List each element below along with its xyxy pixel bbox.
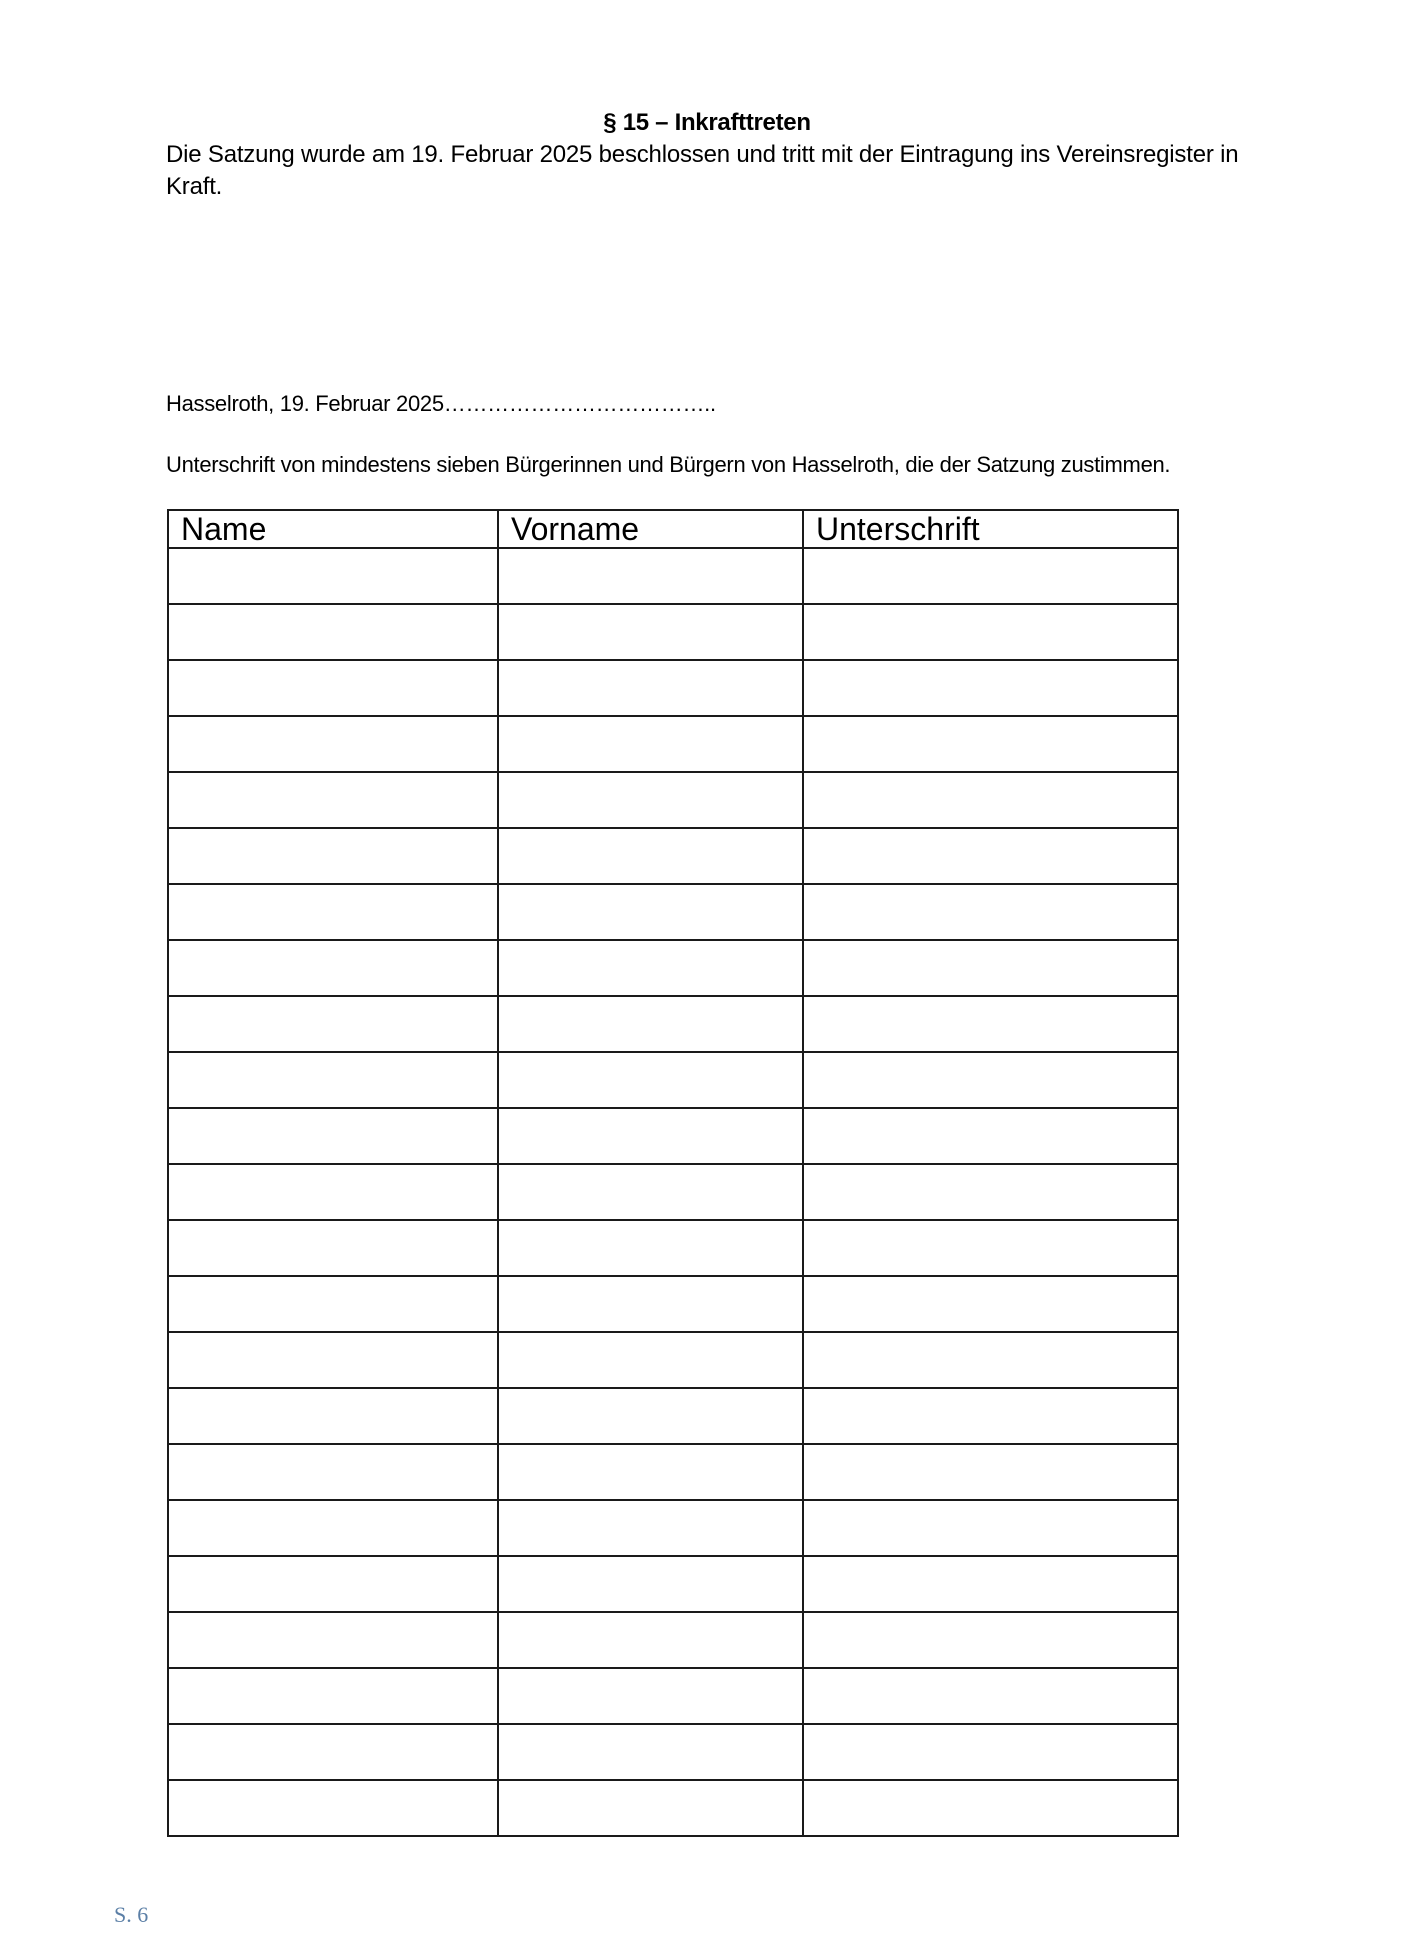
table-row [168,1164,1178,1220]
name-cell [168,828,498,884]
name-cell [168,660,498,716]
vorname-cell [498,1612,803,1668]
unterschrift-cell [803,940,1178,996]
table-row [168,1220,1178,1276]
vorname-cell [498,1220,803,1276]
table-row [168,1612,1178,1668]
name-cell [168,1164,498,1220]
table-row [168,1724,1178,1780]
section-heading: § 15 – Inkrafttreten [603,109,811,136]
table-row [168,1500,1178,1556]
column-header-vorname: Vorname [498,510,803,548]
table-row [168,828,1178,884]
vorname-cell [498,1444,803,1500]
table-row [168,996,1178,1052]
table-row [168,716,1178,772]
name-cell [168,996,498,1052]
vorname-cell [498,1108,803,1164]
name-cell [168,884,498,940]
unterschrift-cell [803,1500,1178,1556]
vorname-cell [498,660,803,716]
unterschrift-cell [803,1556,1178,1612]
vorname-cell [498,884,803,940]
unterschrift-cell [803,1220,1178,1276]
table-row [168,1668,1178,1724]
name-cell [168,1332,498,1388]
table-row [168,660,1178,716]
unterschrift-cell [803,604,1178,660]
vorname-cell [498,1668,803,1724]
vorname-cell [498,1780,803,1836]
vorname-cell [498,1164,803,1220]
table-row [168,548,1178,604]
vorname-cell [498,996,803,1052]
vorname-cell [498,1500,803,1556]
column-header-unterschrift: Unterschrift [803,510,1178,548]
table-row [168,1332,1178,1388]
table-row [168,940,1178,996]
name-cell [168,772,498,828]
unterschrift-cell [803,716,1178,772]
unterschrift-cell [803,884,1178,940]
unterschrift-cell [803,1052,1178,1108]
name-cell [168,604,498,660]
table-row [168,1276,1178,1332]
unterschrift-cell [803,1388,1178,1444]
name-cell [168,1220,498,1276]
name-cell [168,716,498,772]
signature-table [167,509,1179,1837]
vorname-cell [498,828,803,884]
name-cell [168,1444,498,1500]
vorname-cell [498,940,803,996]
unterschrift-cell [803,1276,1178,1332]
name-cell [168,1500,498,1556]
unterschrift-cell [803,772,1178,828]
vorname-cell [498,604,803,660]
vorname-cell [498,772,803,828]
unterschrift-cell [803,996,1178,1052]
vorname-cell [498,1724,803,1780]
unterschrift-cell [803,1668,1178,1724]
page-number: S. 6 [114,1902,149,1927]
unterschrift-cell [803,1780,1178,1836]
intro-paragraph: Die Satzung wurde am 19. Februar 2025 beschlossen und tritt mit der Eintragung ins Vereinsregister in Kraft. [166,141,1239,200]
name-cell [168,1052,498,1108]
place-date-line: Hasselroth, 19. Februar 2025……………………………….. [166,391,716,416]
unterschrift-cell [803,1164,1178,1220]
name-cell [168,1668,498,1724]
vorname-cell [498,716,803,772]
vorname-cell [498,1052,803,1108]
signature-instruction: Unterschrift von mindestens sieben Bürgerinnen und Bürgern von Hasselroth, die der Satzung zustimmen. [166,452,1171,477]
signature-table-header [168,510,1178,548]
table-row [168,1556,1178,1612]
name-cell [168,1388,498,1444]
unterschrift-cell [803,548,1178,604]
name-cell [168,1780,498,1836]
vorname-cell [498,1276,803,1332]
name-cell [168,1108,498,1164]
unterschrift-cell [803,1444,1178,1500]
unterschrift-cell [803,828,1178,884]
table-row [168,1444,1178,1500]
name-cell [168,940,498,996]
name-cell [168,548,498,604]
vorname-cell [498,1388,803,1444]
table-row [168,1052,1178,1108]
name-cell [168,1612,498,1668]
vorname-cell [498,1332,803,1388]
name-cell [168,1276,498,1332]
table-row [168,1108,1178,1164]
table-row [168,604,1178,660]
unterschrift-cell [803,1108,1178,1164]
name-cell [168,1556,498,1612]
signature-table-body [168,548,1178,1836]
table-row [168,1388,1178,1444]
column-header-name: Name [168,510,498,548]
unterschrift-cell [803,1332,1178,1388]
vorname-cell [498,1556,803,1612]
unterschrift-cell [803,1724,1178,1780]
vorname-cell [498,548,803,604]
table-row [168,1780,1178,1836]
unterschrift-cell [803,660,1178,716]
unterschrift-cell [803,1612,1178,1668]
name-cell [168,1724,498,1780]
table-row [168,884,1178,940]
table-row [168,772,1178,828]
